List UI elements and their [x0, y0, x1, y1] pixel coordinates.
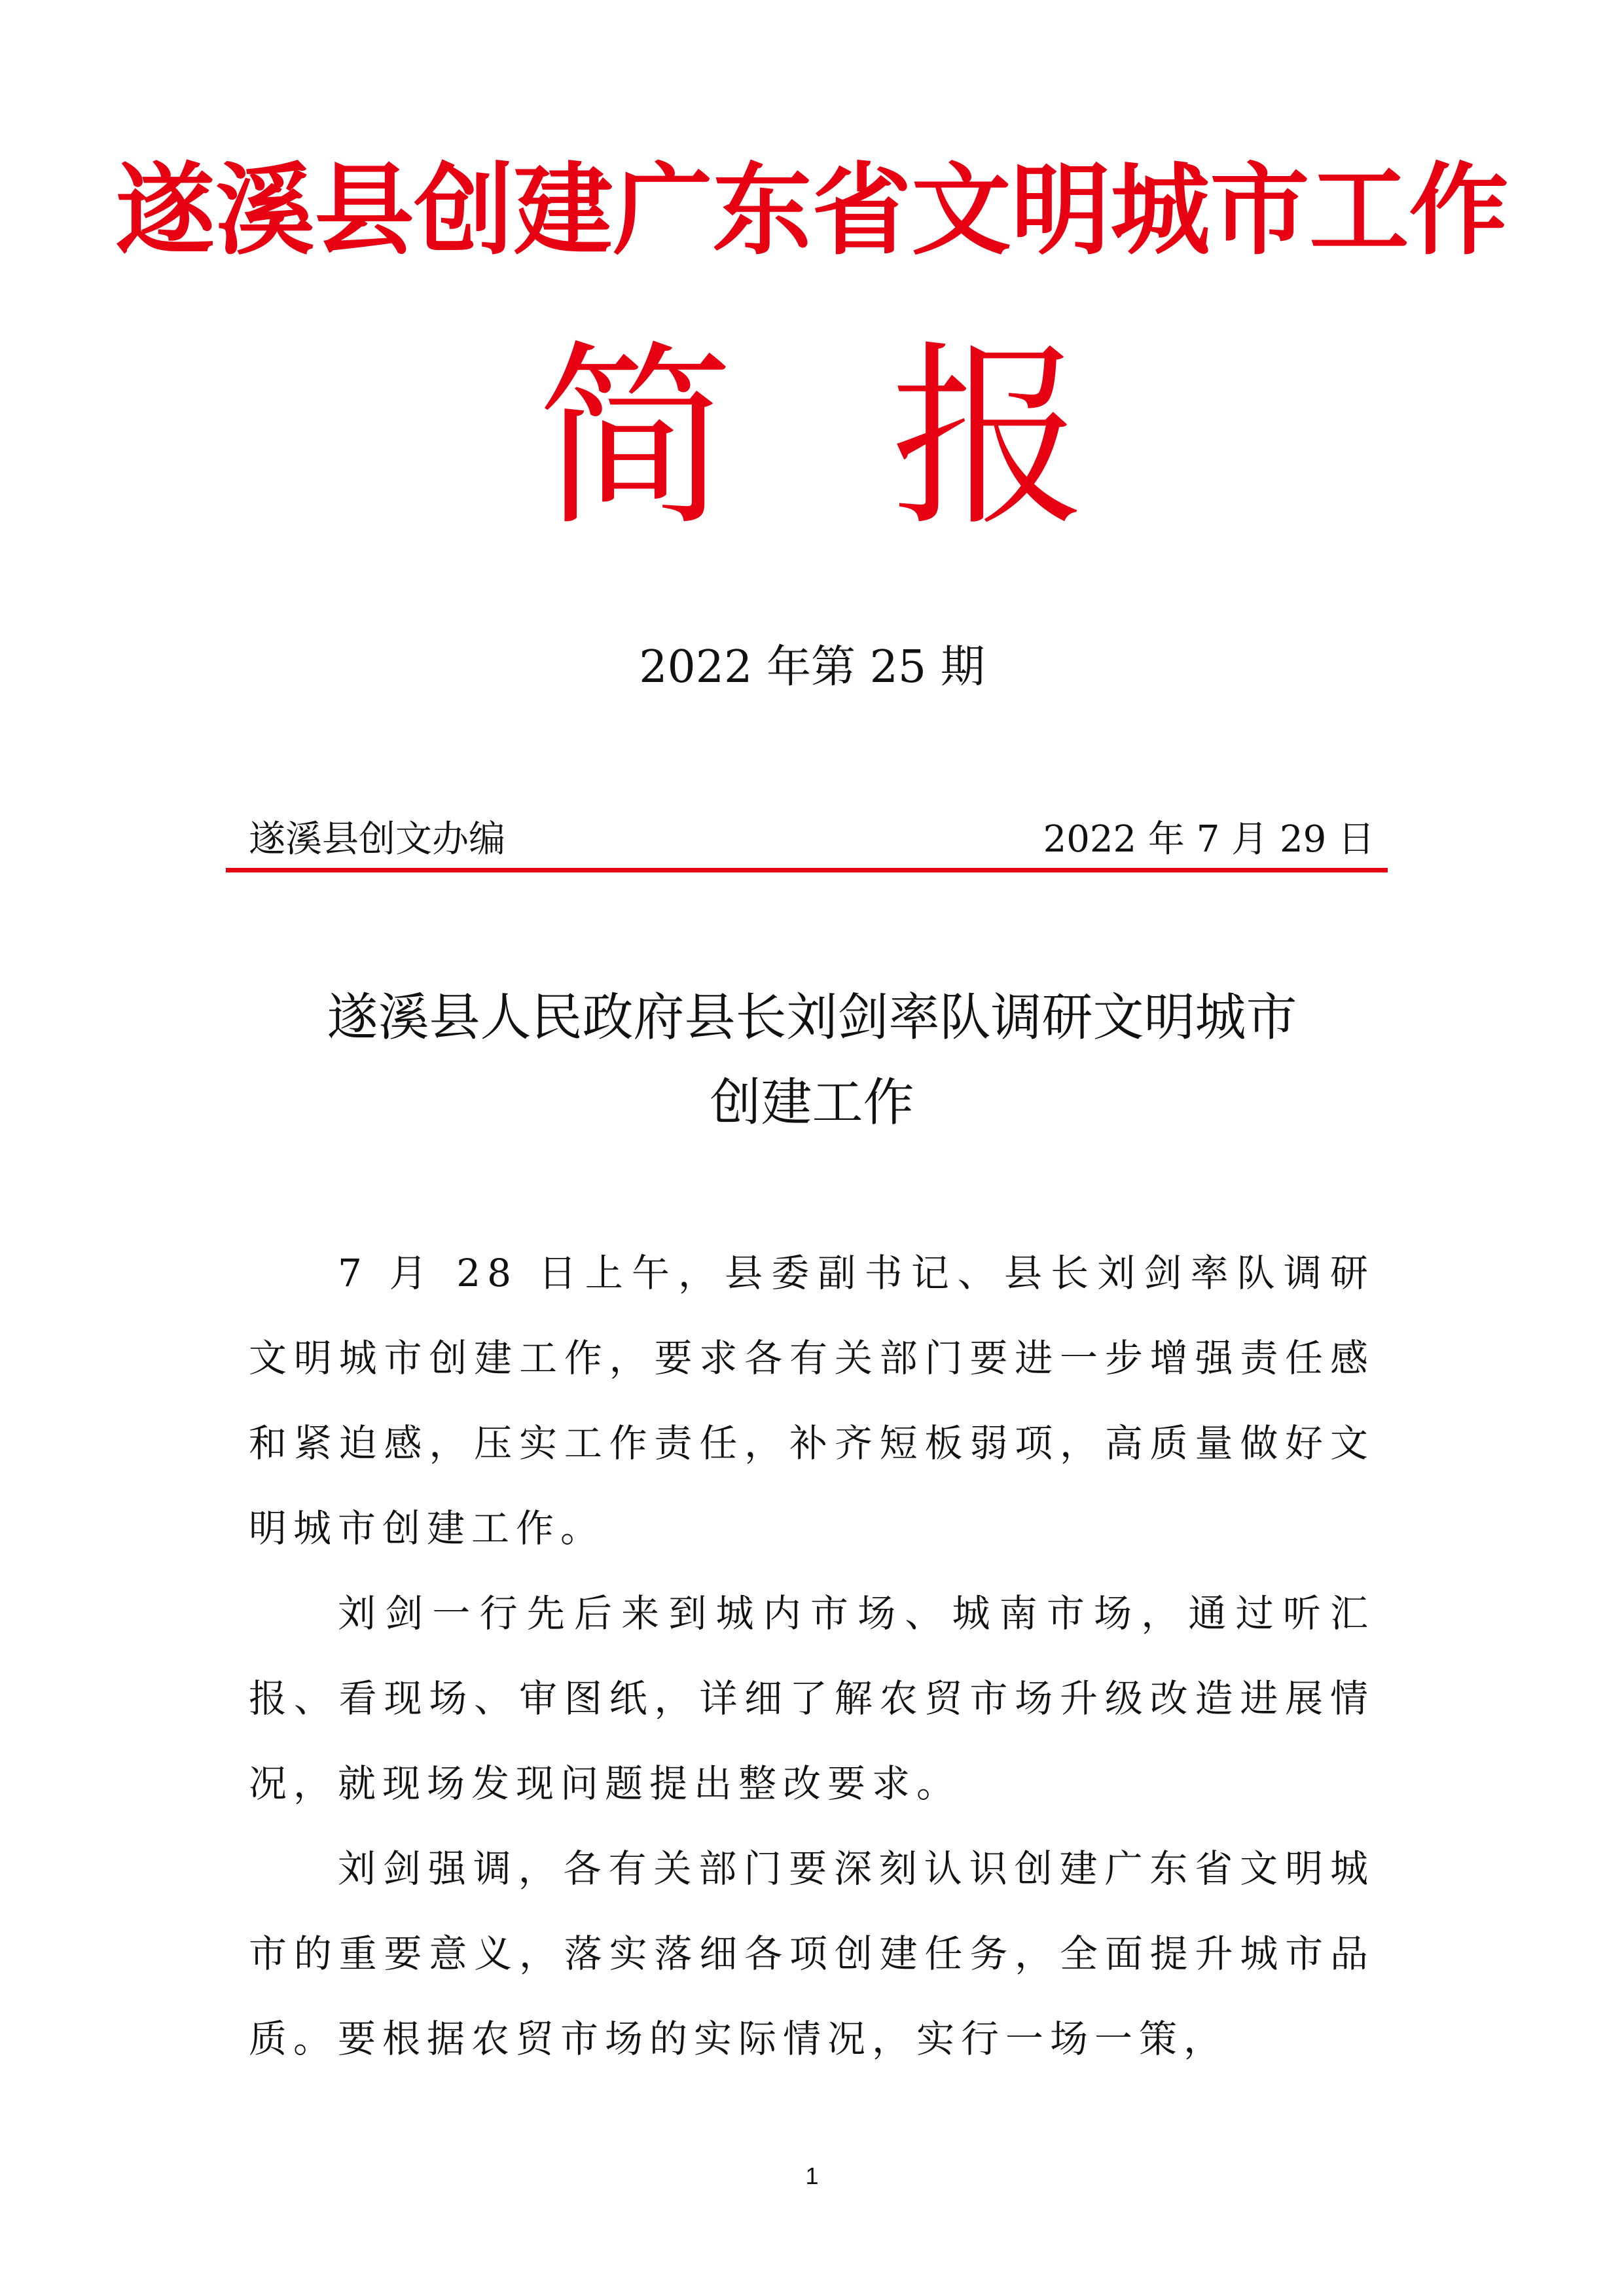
editor-label: 遂溪县创文办编 [249, 818, 505, 861]
masthead-brief-char-2: 报 [890, 324, 1087, 552]
article-title [0, 975, 1624, 1145]
meta-row [249, 810, 1375, 869]
article-paragraph: 刘剑一行先后来到城内市场、城南市场，通过听汇报、看现场、审图纸，详细了解农贸市场升级改造进展情况，就现场发现问题提出整改要求。 [249, 1591, 1375, 1806]
article-title-line-1: 遂溪县人民政府县长刘剑率队调研文明城市 [327, 988, 1297, 1047]
article-paragraph: 刘剑强调，各有关部门要深刻认识创建广东省文明城市的重要意义，落实落细各项创建任务，全面提升城市品质。要根据农贸市场的实际情况，实行一场一策， [249, 1846, 1375, 2061]
publish-date: 2022 年 7 月 29 日 [1043, 818, 1375, 861]
article-title-line-2: 创建工作 [710, 1073, 914, 1132]
article-paragraph: 7 月 28 日上午，县委副书记、县长刘剑率队调研文明城市创建工作，要求各有关部门要进一步增强责任感和紧迫感，压实工作责任，补齐短板弱项，高质量做好文明城市创建工作。 [249, 1251, 1375, 1551]
masthead-brief-title [0, 324, 1624, 552]
masthead-title: 遂溪县创建广东省文明城市工作 [115, 152, 1509, 268]
masthead-brief-char-1: 简 [537, 324, 734, 552]
page-number: 1 [805, 2162, 819, 2189]
issue-number: 2022 年第 25 期 [639, 641, 985, 693]
article-body [249, 1230, 1375, 2081]
red-divider [226, 868, 1388, 872]
